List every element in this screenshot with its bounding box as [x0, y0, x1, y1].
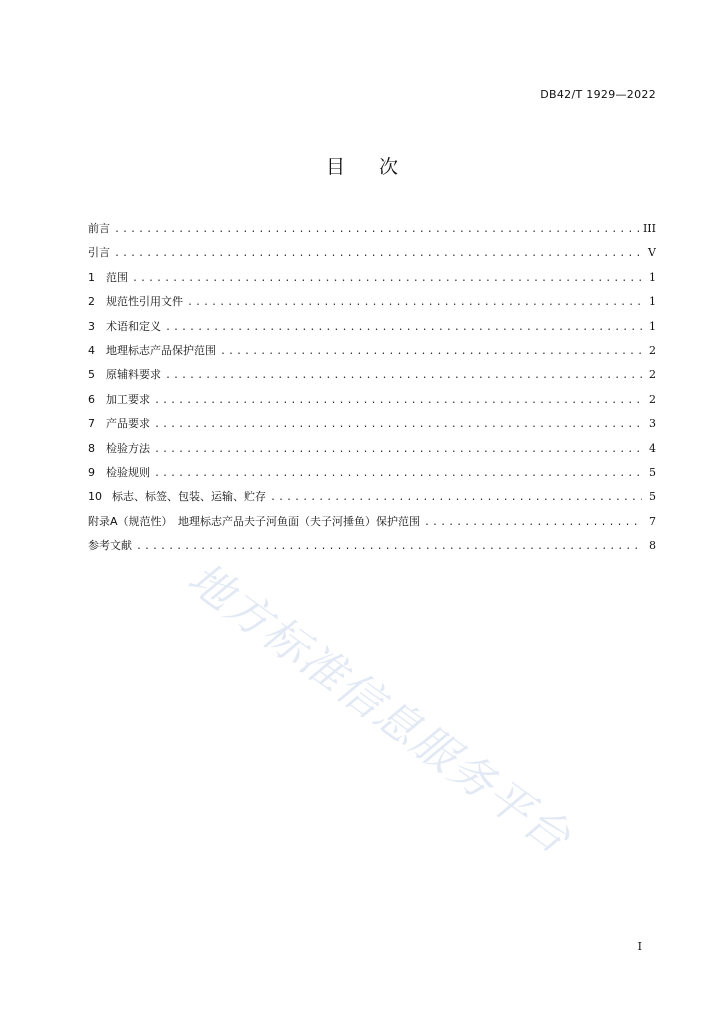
toc-leader-dots [114, 218, 639, 241]
toc-leader-dots [154, 462, 642, 485]
toc-leader-dots [154, 438, 642, 461]
toc-entry-foreword[interactable] [88, 217, 656, 241]
table-of-contents [88, 217, 656, 558]
toc-entry-number: 5 [88, 368, 95, 382]
toc-entry-page: 2 [649, 392, 656, 406]
toc-leader-dots [220, 340, 642, 363]
toc-title: 目次 [325, 156, 432, 178]
toc-entry-scope[interactable] [88, 266, 656, 290]
document-code: DB42/T 1929—2022 [540, 88, 656, 101]
toc-entry-bibliography[interactable] [88, 534, 656, 558]
toc-entry-number: 10 [88, 490, 102, 504]
toc-entry-label: 前言 [88, 222, 110, 235]
toc-entry-label: 地理标志产品保护范围 [106, 343, 216, 357]
toc-entry-label: 参考文献 [88, 539, 132, 553]
watermark: 地方标准信息服务平台 [178, 552, 581, 865]
toc-entry-inspection-rules[interactable] [88, 461, 656, 485]
toc-leader-dots [154, 389, 642, 412]
toc-entry-test-methods[interactable] [88, 437, 656, 461]
toc-entry-label: 检验方法 [106, 441, 150, 455]
toc-leader-dots [187, 291, 642, 314]
toc-entry-introduction[interactable] [88, 241, 656, 265]
toc-entry-number: 3 [88, 319, 95, 333]
toc-entry-product-requirements[interactable] [88, 412, 656, 436]
toc-entry-label: 范围 [106, 270, 128, 284]
toc-entry-label: 原辅料要求 [106, 368, 161, 382]
toc-entry-terms-definitions[interactable] [88, 315, 656, 339]
toc-entry-number: 2 [88, 295, 95, 309]
toc-entry-page: 8 [649, 539, 656, 553]
toc-leader-dots [136, 535, 642, 558]
toc-entry-processing[interactable] [88, 388, 656, 412]
toc-entry-raw-materials[interactable] [88, 363, 656, 387]
toc-entry-label: 附录A（规范性） 地理标志产品夫子河鱼面（夫子河捶鱼）保护范围 [88, 514, 421, 528]
toc-entry-page: 3 [649, 417, 656, 431]
toc-entry-normative-references[interactable] [88, 290, 656, 314]
toc-entry-page: V [648, 246, 656, 260]
toc-leader-dots [165, 364, 642, 387]
toc-leader-dots [154, 413, 642, 436]
toc-entry-page: III [642, 222, 656, 235]
toc-entry-number: 9 [88, 465, 95, 479]
toc-leader-dots [270, 486, 642, 509]
toc-entry-number: 7 [88, 417, 95, 431]
toc-entry-page: 2 [649, 343, 656, 357]
toc-entry-page: 4 [649, 441, 656, 455]
toc-entry-page: 2 [649, 368, 656, 382]
toc-entry-label: 标志、标签、包装、运输、贮存 [112, 490, 266, 504]
toc-entry-page: 1 [649, 319, 656, 333]
toc-entry-page: 1 [649, 270, 656, 284]
toc-entry-number: 4 [88, 343, 95, 357]
toc-entry-page: 1 [649, 295, 656, 309]
toc-entry-page: 5 [649, 465, 656, 479]
toc-entry-label: 引言 [88, 246, 110, 260]
toc-entry-page: 5 [649, 490, 656, 504]
toc-entry-marking-packaging[interactable] [88, 485, 656, 509]
page-number: I [637, 940, 642, 953]
toc-entry-label: 检验规则 [106, 465, 150, 479]
toc-entry-label: 加工要求 [106, 392, 150, 406]
toc-leader-dots [132, 267, 642, 290]
toc-entry-annex-a[interactable] [88, 510, 656, 534]
toc-leader-dots [424, 511, 642, 534]
toc-entry-number: 8 [88, 441, 95, 455]
toc-entry-label: 术语和定义 [106, 319, 161, 333]
toc-entry-label: 规范性引用文件 [106, 295, 183, 309]
toc-entry-number: 1 [88, 270, 95, 284]
toc-entry-label: 产品要求 [106, 417, 150, 431]
toc-entry-page: 7 [649, 514, 656, 528]
toc-leader-dots [114, 242, 642, 265]
toc-leader-dots [165, 316, 642, 339]
toc-entry-number: 6 [88, 392, 95, 406]
toc-entry-protection-scope[interactable] [88, 339, 656, 363]
